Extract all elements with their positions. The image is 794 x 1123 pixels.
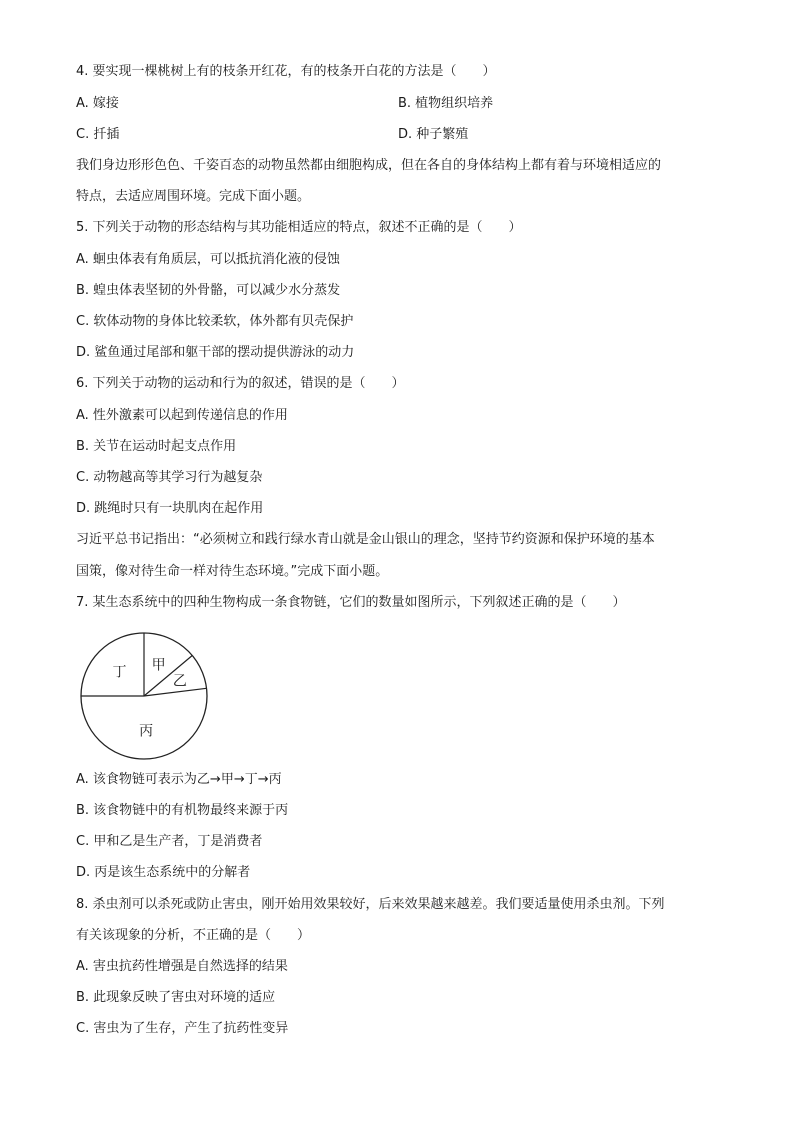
passage2-line2: 国策，像对待生命一样对待生态环境。”完成下面小题。 [76,564,389,579]
passage1-line2: 特点，去适应周围环境。完成下面小题。 [76,189,311,204]
pie-chart-svg [76,632,216,762]
q5-option-b[interactable]: B. 蝗虫体表坚韧的外骨骼，可以减少水分蒸发 [76,283,341,298]
pie-slice-label-2: 丙 [139,723,154,740]
q8-option-c[interactable]: C. 害虫为了生存，产生了抗药性变异 [76,1021,289,1036]
q4-option-b[interactable]: B. 植物组织培养 [398,96,494,111]
q7-option-c[interactable]: C. 甲和乙是生产者，丁是消费者 [76,834,263,849]
pie-slice-label-1: 乙 [172,673,187,690]
passage1-line1: 我们身边形形色色、千姿百态的动物虽然都由细胞构成，但在各自的身体结构上都有着与环境相适应的 [76,158,662,173]
passage2-line1: 习近平总书记指出：“必须树立和践行绿水青山就是金山银山的理念，坚持节约资源和保护环境的基本 [76,532,655,547]
food-chain-pie-chart [76,632,216,766]
pie-slice-label-0: 甲 [151,657,166,674]
q7-option-a[interactable]: A. 该食物链可表示为乙→甲→丁→丙 [76,772,282,787]
pie-slice-boundary-2 [144,688,207,696]
q5-option-a[interactable]: A. 蛔虫体表有角质层，可以抵抗消化液的侵蚀 [76,252,340,267]
q6-stem: 6. 下列关于动物的运动和行为的叙述，错误的是（ ） [76,376,405,391]
q8-stem-line1: 8. 杀虫剂可以杀死或防止害虫，刚开始用效果较好，后来效果越来越差。我们要适量使用杀虫剂。下列 [76,897,665,912]
q4-option-a[interactable]: A. 嫁接 [76,96,119,111]
q8-option-a[interactable]: A. 害虫抗药性增强是自然选择的结果 [76,959,288,974]
q7-option-b[interactable]: B. 该食物链中的有机物最终来源于丙 [76,803,289,818]
q4-stem: 4. 要实现一棵桃树上有的枝条开红花，有的枝条开白花的方法是（ ） [76,64,496,79]
q5-option-c[interactable]: C. 软体动物的身体比较柔软，体外都有贝壳保护 [76,314,354,329]
q6-option-a[interactable]: A. 性外激素可以起到传递信息的作用 [76,408,288,423]
q7-stem: 7. 某生态系统中的四种生物构成一条食物链，它们的数量如图所示，下列叙述正确的是（ ） [76,595,626,610]
q6-option-c[interactable]: C. 动物越高等其学习行为越复杂 [76,470,263,485]
q5-option-d[interactable]: D. 鲨鱼通过尾部和躯干部的摆动提供游泳的动力 [76,345,355,360]
q8-option-b[interactable]: B. 此现象反映了害虫对环境的适应 [76,990,276,1005]
q7-option-d[interactable]: D. 丙是该生态系统中的分解者 [76,865,251,880]
q6-option-d[interactable]: D. 跳绳时只有一块肌肉在起作用 [76,501,264,516]
pie-slice-label-3: 丁 [112,664,127,681]
q6-option-b[interactable]: B. 关节在运动时起支点作用 [76,439,237,454]
q5-stem: 5. 下列关于动物的形态结构与其功能相适应的特点，叙述不正确的是（ ） [76,220,522,235]
q4-option-c[interactable]: C. 扦插 [76,127,120,142]
q8-stem-line2: 有关该现象的分析，不正确的是（ ） [76,928,311,943]
q4-option-d[interactable]: D. 种子繁殖 [398,127,469,142]
